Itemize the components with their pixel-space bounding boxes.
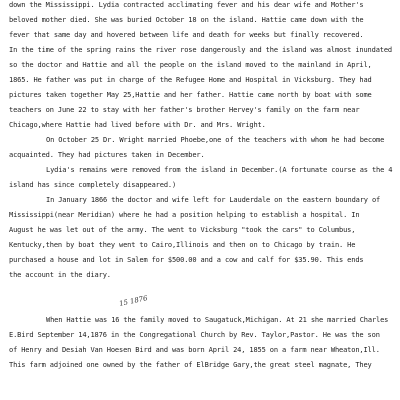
text-line: In January 1866 the doctor and wife left for Lauderdale on the eastern boundary of xyxy=(46,196,381,204)
text-line: so the doctor and Hattie and all the people on the island moved to the mainland in April, xyxy=(9,61,372,69)
text-line: August he was let out of the army. The went to Vicksburg "took the cars" to Columbus, xyxy=(9,226,356,234)
text-line: purchased a house and lot in Salem for $500.00 and a cow and calf for $35.90. This ends xyxy=(9,256,364,264)
text-line: down the Mississippi. Lydia contracted acclimating fever and his dear wife and Mother's xyxy=(9,1,364,9)
text-line: of Henry and Desiah Van Hoesen Bird and was born April 24, 1855 on a farm near Wheaton,Ill. xyxy=(9,346,380,354)
text-line: acquainted. They had pictures taken in December. xyxy=(9,151,205,159)
handwritten-annotation: 15 1876 xyxy=(118,294,149,308)
text-line: 1865. He father was put in charge of the Refugee Home and Hospital in Vicksburg. They had xyxy=(9,76,372,84)
text-line: island has since completely disappeared.) xyxy=(9,181,177,189)
text-line: On October 25 Dr. Wright married Phoebe,one of the teachers with whom he had become xyxy=(46,136,385,144)
text-line: In the time of the spring rains the river rose dangerously and the island was almost inundated xyxy=(9,46,392,54)
text-line: beloved mother died. She was buried October 18 on the island. Hattie came down with the xyxy=(9,16,364,24)
text-line: This farm adjoined one owned by the father of ElBridge Gary,the great steel magnate, They xyxy=(9,361,372,369)
text-line: E.Bird September 14,1876 in the Congregational Church by Rev. Taylor,Pastor. He was the son xyxy=(9,331,380,339)
text-line: Chicago,where Hattie had lived before with Dr. and Mrs. Wright. xyxy=(9,121,266,129)
text-line: pictures taken together May 25,Hattie and her father. Hattie came north by boat with some xyxy=(9,91,372,99)
text-line: Mississippi(near Meridian) where he had a position helping to establish a hospital. In xyxy=(9,211,360,219)
text-line: teachers on June 22 to stay with her father's brother Hervey's family on the farm near xyxy=(9,106,360,114)
text-line: Kentucky,then by boat they went to Cairo,Illinois and then on to Chicago by train. He xyxy=(9,241,356,249)
text-line: When Hattie was 16 the family moved to Saugatuck,Michigan. At 21 she married Charles xyxy=(46,316,389,324)
text-line: fever that same day and hovered between life and death for weeks but finally recovered. xyxy=(9,31,364,39)
text-line: Lydia's remains were removed from the island in December.(A fortunate course as the 4 xyxy=(46,166,393,174)
text-line: the account in the diary. xyxy=(9,271,111,279)
